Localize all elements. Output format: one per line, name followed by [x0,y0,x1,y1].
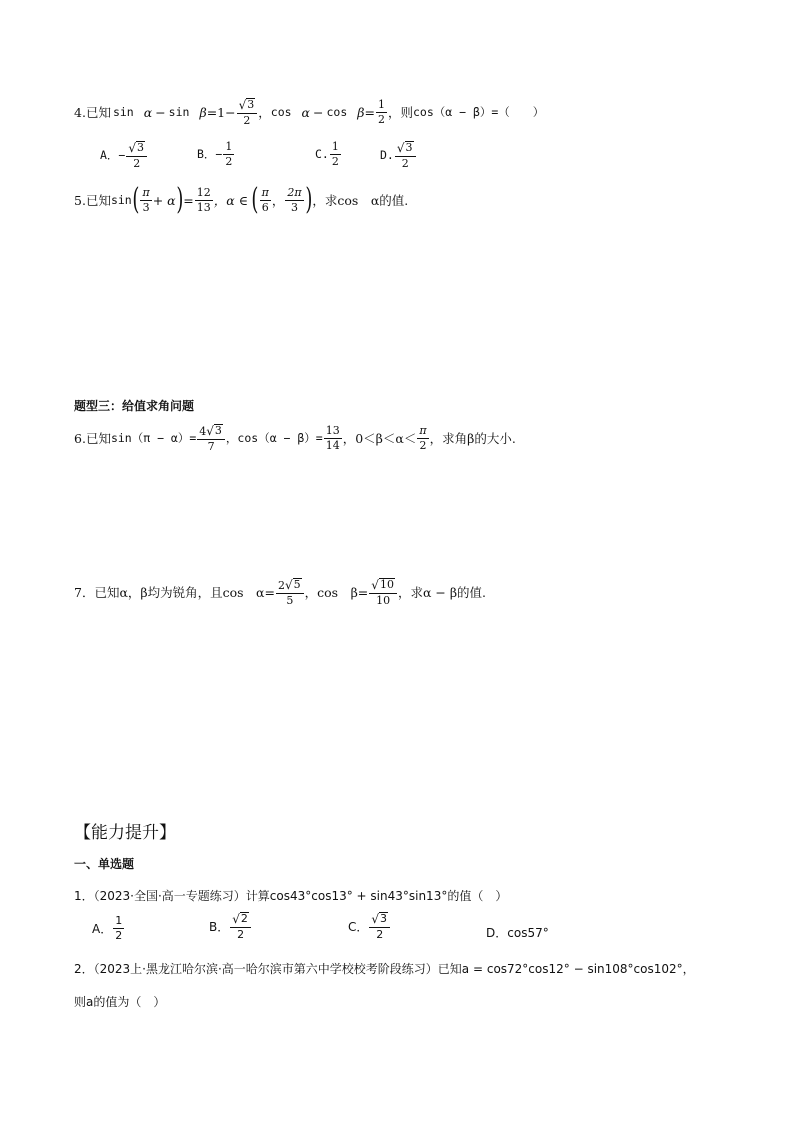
question-6: 6. 已知 sin（π − α）= 4 √ 3 7 ，cos（α − β）= $\frac{13}{14}$ ，0＜β＜α＜ $\frac{\pi}{2}$ ，求角β的大小. [74,424,516,453]
problem-2-line-1: 2．（2023上·黑龙江哈尔滨·高一哈尔滨市第六中学校校考阶段练习）已知a = cos72°cos12° − sin108°cos102°， [74,962,695,976]
question-number: 4. [74,104,86,120]
option-a: A．− √ 3 2 [100,141,148,169]
section-title: 【能力提升】 [74,823,176,843]
question-5: 5. 已知 sin ( $\frac{\pi}{3}$ + α ) = $\frac{12}{13}$ ，α ∈ ( $\frac{\pi}{6}$ ， $\frac{2\pi}{3}$ ) ，求cos α的值. [74,182,409,217]
p1-option-d: D． cos57° [486,925,549,940]
question-4: 4. 已知 sin α − sin β =1− √ 3 2 ， cos α − cos β = $\frac{1}{2}$ ，则 cos（α − β）=（ ） [74,98,545,127]
fraction-one-half: $\frac{1}{2}$ [377,98,385,126]
p1-option-c: C． √ 3 2 [348,912,391,940]
option-b: B．− $\frac{1}{2}$ [197,140,233,168]
problem-2-line-2: 则a的值为（ ） [74,995,166,1009]
p1-option-b: B． √ 2 2 [209,912,252,940]
option-d: D. √ 3 2 [380,141,417,169]
option-c: C. $\frac{1}{2}$ [315,140,339,168]
fraction-sqrt3-over-2: √ 3 2 [237,98,258,126]
question-7: 7．已知α，β均为锐角，且cos α= 2 √ 5 5 ，cos β= √ 10 10 ，求α − β的值. [74,578,487,607]
subsection-title: 一、单选题 [74,857,135,871]
problem-1: 1．（2023·全国·高一专题练习）计算cos43°cos13° + sin43°sin13°的值（ ） [74,889,508,903]
section-heading: 题型三：给值求角问题 [74,399,195,413]
p1-option-a: A． $\frac{1}{2}$ [92,914,123,942]
